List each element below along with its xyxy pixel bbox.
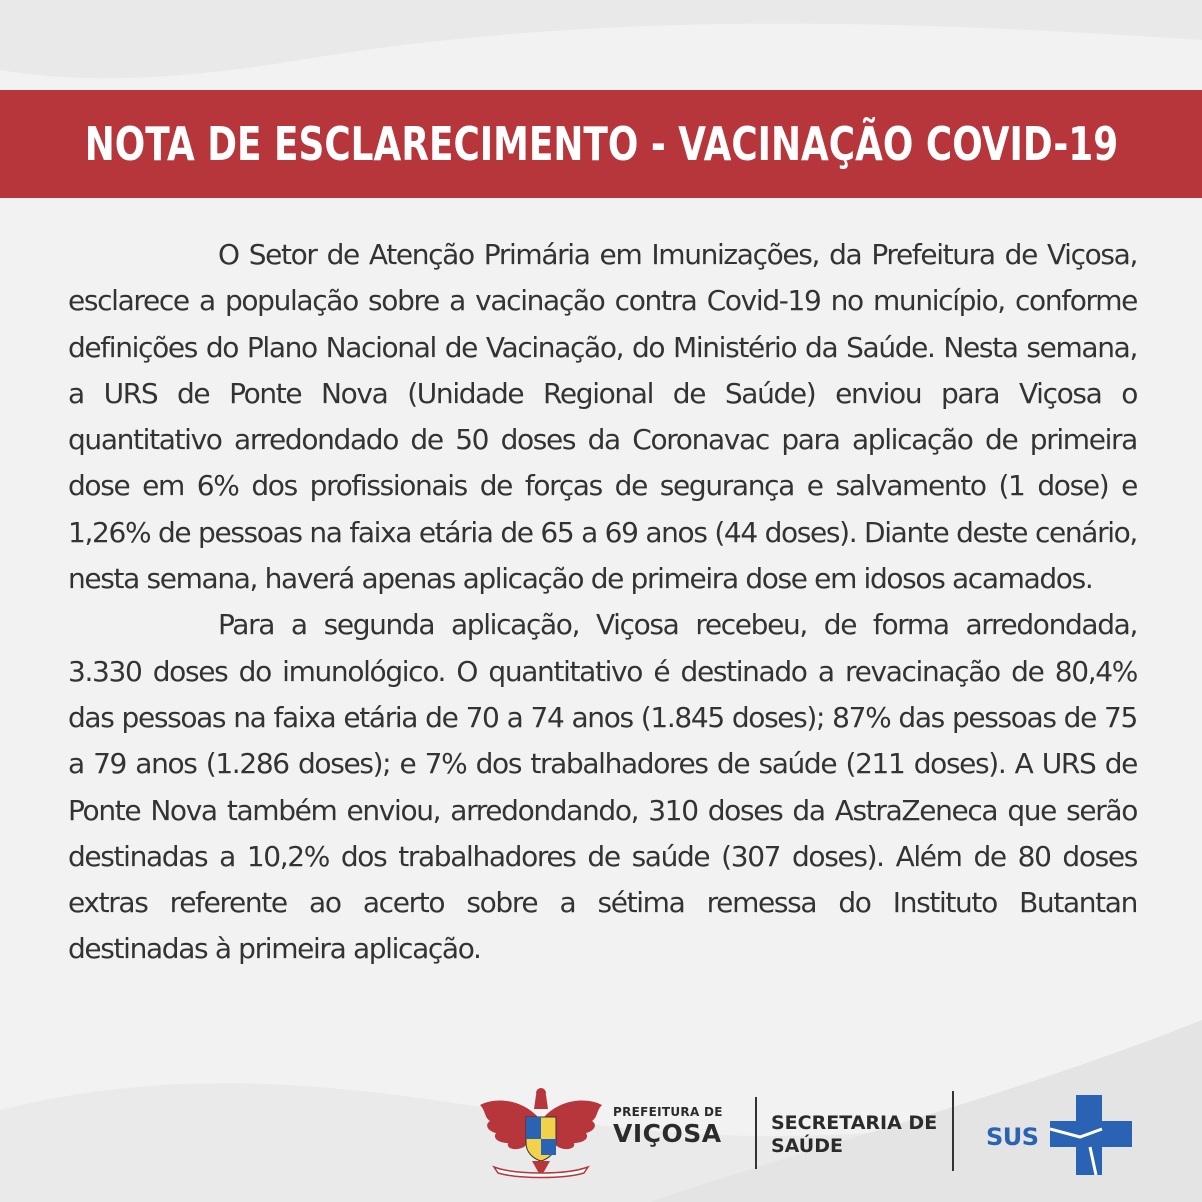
paragraph-2: Para a segunda aplicação, Viçosa recebeu, de forma arredondada, 3.330 doses do imunológico. O quantitativo é destinado a revacinação de 80,4% das pessoas na faixa etária de 70 a 74 anos (1.845 doses); 87% das pessoas de 75 a 79 anos (1.286 doses); e 7% dos trabalhadores de saúde (211 doses). A URS de Ponte Nova também enviou, arredondando, 310 doses da AstraZeneca que serão destinadas a 10,2% dos trabalhadores de saúde (307 doses). Além de 80 doses extras referente ao acerto sobre a sétima remessa do Instituto Butantan destinadas à primeira aplicação. (68, 608, 1137, 966)
sus-cross-icon (1050, 1095, 1132, 1175)
prefeitura-label: PREFEITURA DE (613, 1105, 723, 1119)
footer-logos (470, 1085, 1160, 1185)
footer-divider-1 (755, 1097, 757, 1169)
secretaria-label: SECRETARIA DE (771, 1112, 938, 1134)
paragraph-1: O Setor de Atenção Primária em Imunizações, da Prefeitura de Viçosa, esclarece a população sobre a vacinação contra Covid-19 no município, conforme definições do Plano Nacional de Vacinação, do Ministério da Saúde. Nesta semana, a URS de Ponte Nova (Unidade Regional de Saúde) enviou para Viçosa o quantitativo arredondado de 50 doses da Coronavac para aplicação de primeira dose em 6% dos profissionais de forças de segurança e salvamento (1 dose) e 1,26% de pessoas na faixa etária de 65 a 69 anos (44 doses). Diante deste cenário, nesta semana, haverá apenas aplicação de primeira dose em idosos acamados. (68, 238, 1137, 596)
title-banner (0, 90, 1202, 198)
note-body (68, 232, 1137, 973)
viçosa-coat-of-arms-icon (476, 1087, 606, 1183)
city-name: VIÇOSA (613, 1119, 722, 1148)
sus-label: SUS (986, 1123, 1039, 1151)
footer-divider-2 (952, 1091, 954, 1171)
saude-label: SAÚDE (771, 1135, 843, 1157)
page-title: NOTA DE ESCLARECIMENTO - VACINAÇÃO COVID-19 (84, 117, 1118, 171)
